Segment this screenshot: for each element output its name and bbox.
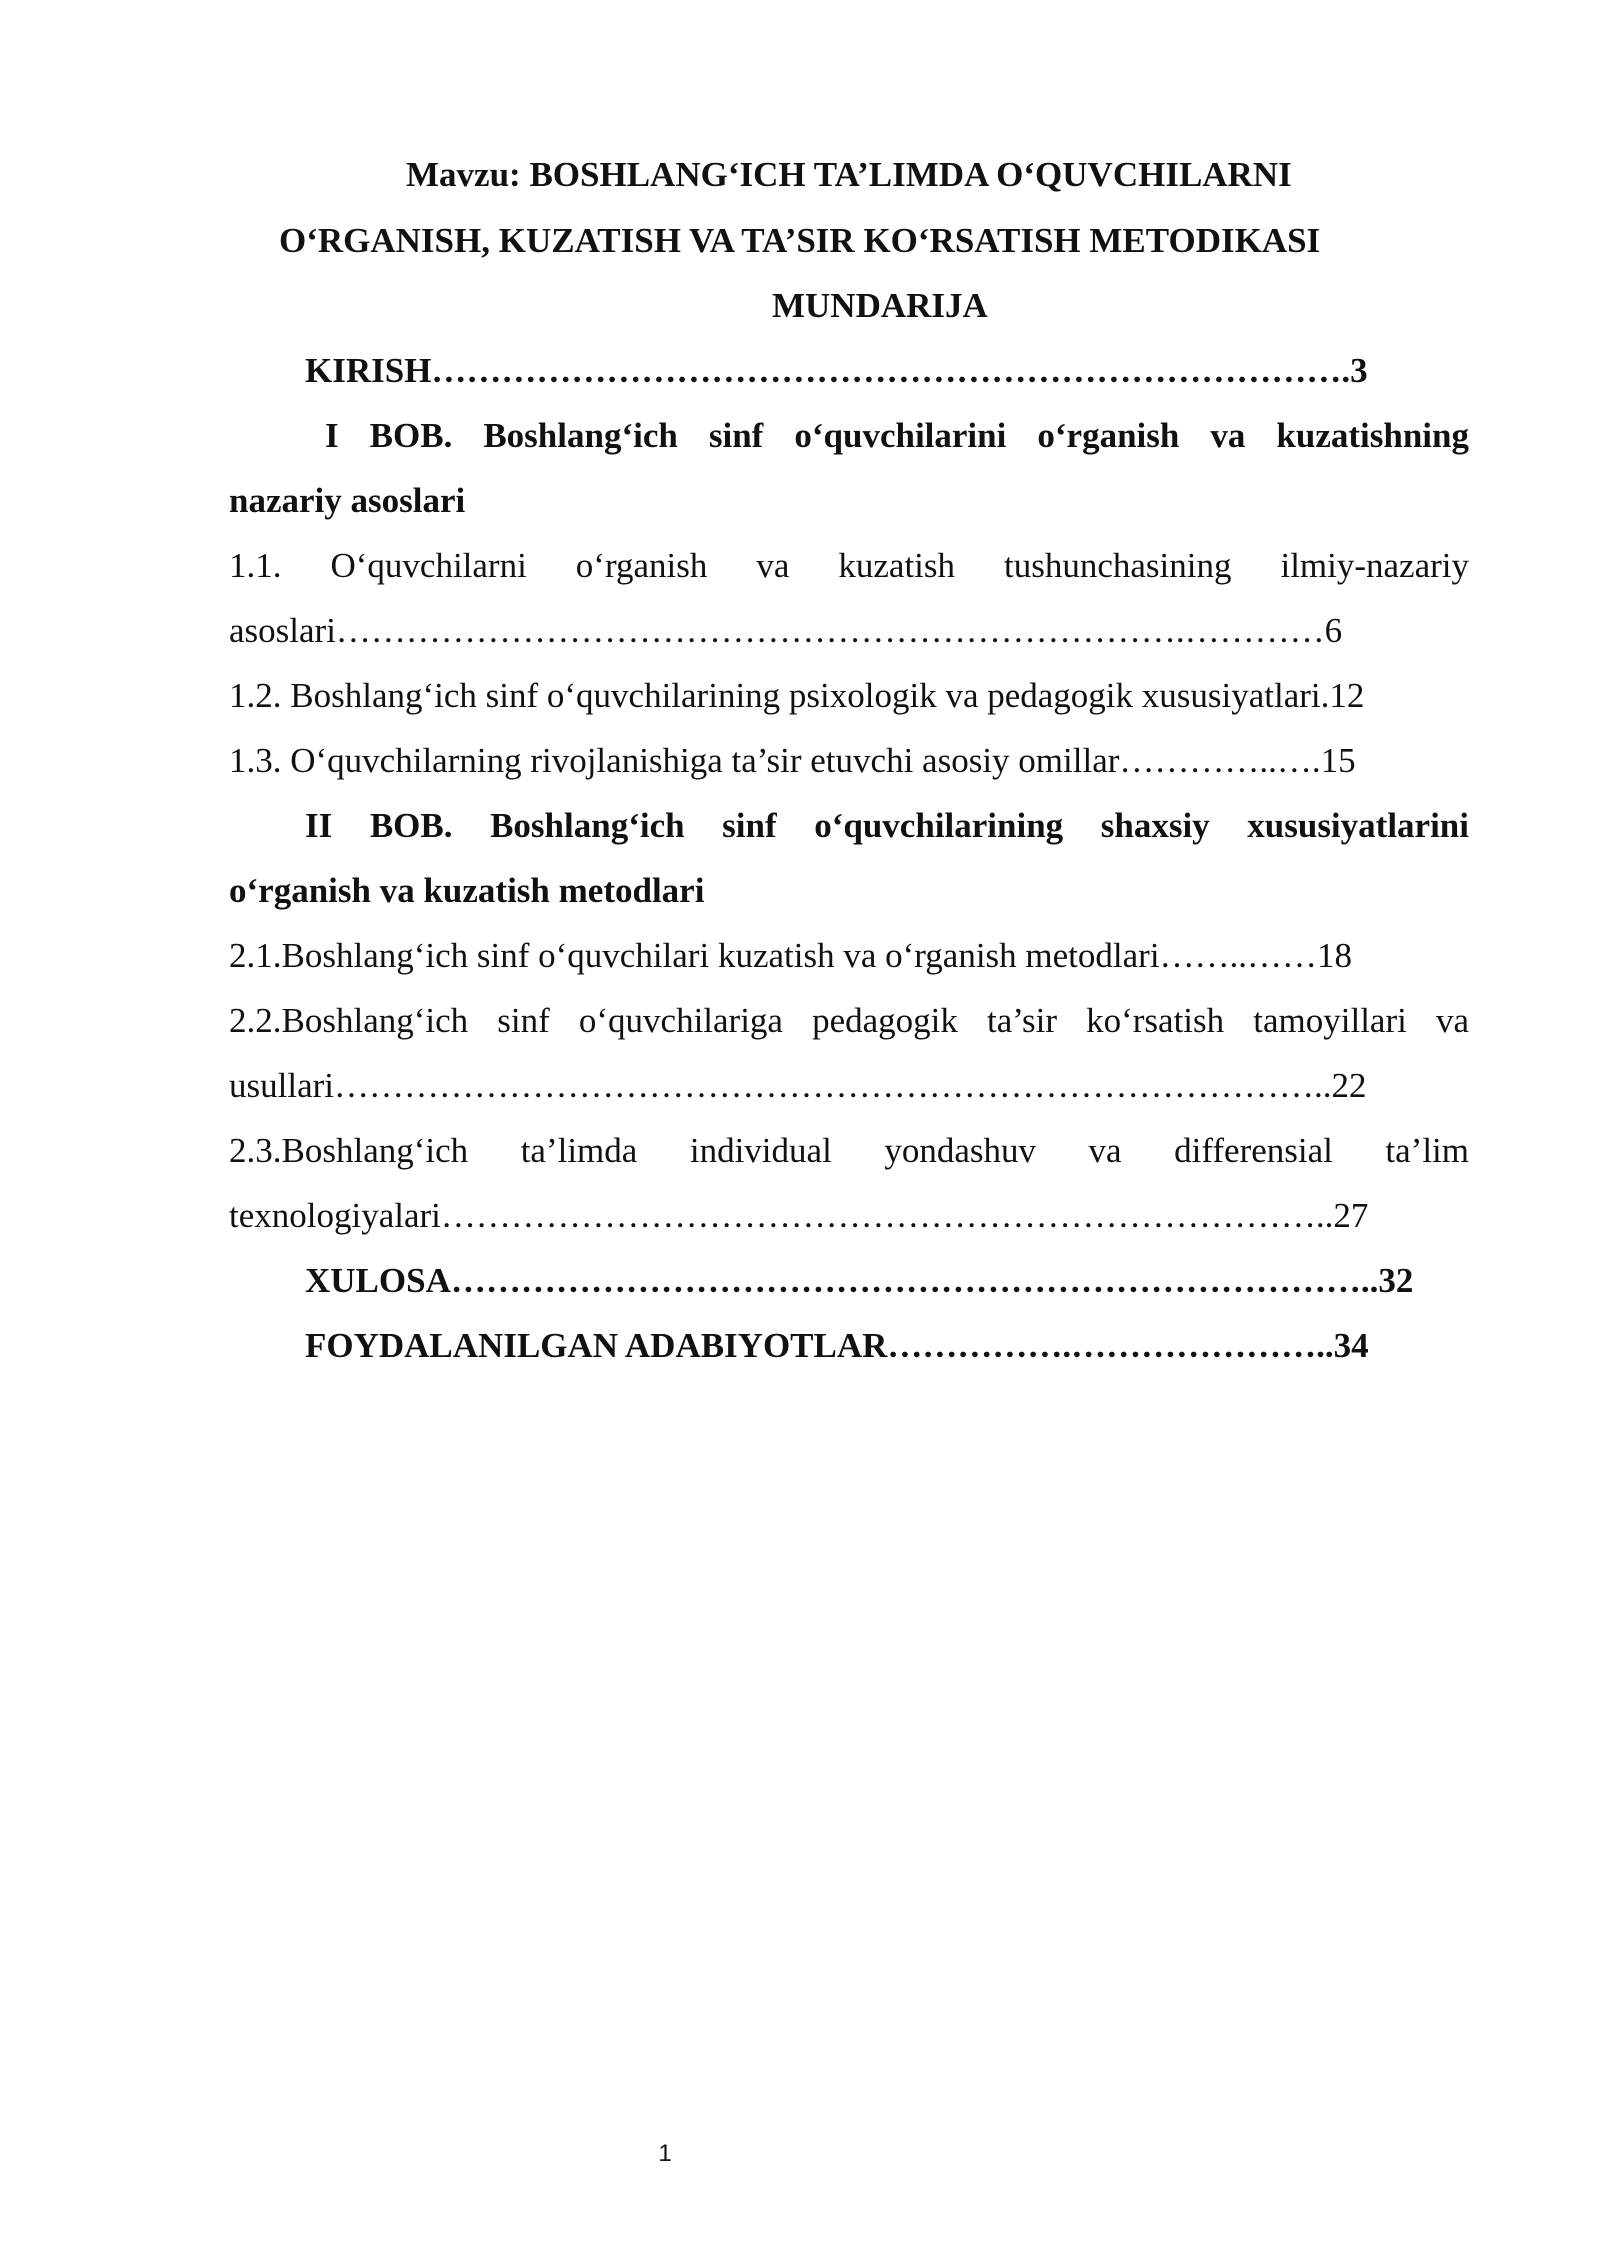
toc-entry-2-2-cont: usullari…………………………………………………………………………..22 [229, 1066, 1367, 1105]
toc-entry-1-1-cont: asoslari……………………………………………………………….…………6 [229, 611, 1343, 650]
page-number: 1 [658, 2140, 672, 2167]
toc-chapter-1-title: I BOB. Boshlang‘ich sinf o‘quvchilarini o‘rganish va kuzatishning [325, 416, 1469, 455]
toc-chapter-1-title-cont: nazariy asoslari [229, 481, 466, 520]
toc-entry-2-3-cont: texnologiyalari…………………………………………………………………..27 [229, 1196, 1369, 1235]
toc-chapter-2-title-cont: o‘rganish va kuzatish metodlari [229, 871, 705, 910]
toc-entry-references: FOYDALANILGAN ADABIYOTLAR…………….…………………..34 [305, 1326, 1369, 1365]
toc-entry-1-1: 1.1. O‘quvchilarni o‘rganish va kuzatish tushunchasining ilmiy-nazariy [229, 546, 1469, 585]
toc-entry-1-3: 1.3. O‘quvchilarning rivojlanishiga ta’sir etuvchi asosiy omillar…………..….15 [229, 741, 1356, 780]
toc-chapter-2-title: II BOB. Boshlang‘ich sinf o‘quvchilarining shaxsiy xususiyatlarini [305, 806, 1469, 845]
toc-entry-2-1: 2.1.Boshlang‘ich sinf o‘quvchilari kuzatish va o‘rganish metodlari……..……18 [229, 936, 1353, 975]
toc-entry-2-2: 2.2.Boshlang‘ich sinf o‘quvchilariga pedagogik ta’sir ko‘rsatish tamoyillari va [229, 1001, 1469, 1040]
title-line-2: O‘RGANISH, KUZATISH VA TA’SIR KO‘RSATISH METODIKASI [279, 221, 1321, 260]
title-line-1: Mavzu: BOSHLANG‘ICH TA’LIMDA O‘QUVCHILARNI [406, 155, 1292, 194]
toc-entry-2-3: 2.3.Boshlang‘ich ta’limda individual yondashuv va differensial ta’lim [229, 1131, 1469, 1170]
toc-entry-xulosa: XULOSA……………………………………………………………………..32 [305, 1261, 1414, 1300]
toc-entry-kirish: KIRISH…………………………………………………………………….3 [305, 351, 1368, 390]
contents-heading: MUNDARIJA [772, 286, 988, 325]
toc-entry-1-2: 1.2. Boshlang‘ich sinf o‘quvchilarining psixologik va pedagogik xususiyatlari.12 [229, 676, 1365, 715]
